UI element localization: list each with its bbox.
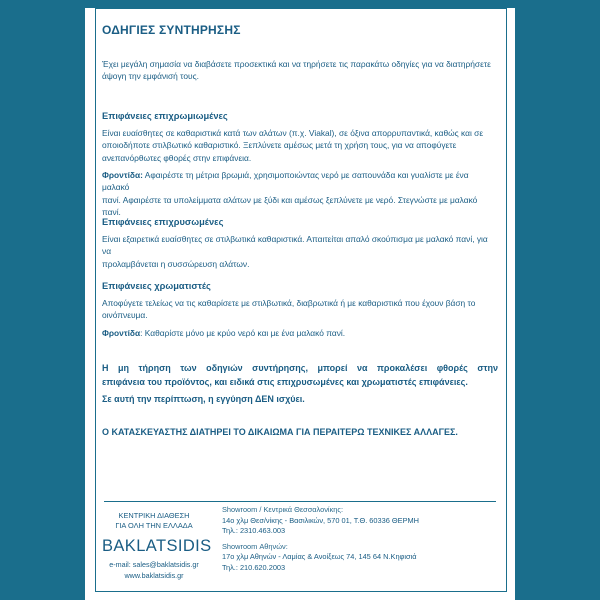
care-label: Φροντίδα [102, 328, 141, 338]
intro-line: άψογη την εμφάνισή τους. [102, 70, 199, 81]
distribution-line: ΚΕΝΤΡΙΚΗ ΔΙΑΘΕΣΗ [118, 511, 190, 520]
section-heading-colored: Επιφάνειες χρωματιστές [102, 281, 211, 291]
document-frame [95, 8, 507, 592]
section-body-chrome [102, 127, 483, 164]
showroom-title: Showroom / Κεντρικά Θεσσαλονίκης: [222, 505, 343, 514]
showroom-phone: Τηλ.: 210.620.2003 [222, 562, 286, 572]
warning-paragraph [102, 361, 498, 406]
page-title: ΟΔΗΓΙΕΣ ΣΥΝΤΗΡΗΣΗΣ [102, 23, 241, 37]
showroom-athens [222, 542, 502, 574]
body-line: οινόπνευμα. [102, 310, 148, 321]
showroom-thessaloniki [222, 505, 502, 537]
contact-block [102, 560, 206, 581]
footer-distribution [102, 511, 212, 581]
email-link[interactable]: e-mail: sales@baklatsidis.gr [109, 560, 199, 569]
care-line: Αφαιρέστε τη μέτρια βρωμιά, χρησιμοποιώντας νερό με σαπουνάδα και γυαλίστε με ένα μαλακό [102, 170, 469, 193]
body-line: ανεπανόρθωτες φθορές στην επιφάνεια. [102, 152, 252, 163]
section-body-gold [102, 233, 498, 270]
body-line: οποιοδήποτε στιλβωτικό καθαριστικό. Ξεπλύνετε αμέσως μετά τη χρήση τους, για να αποφύγετε [102, 140, 457, 151]
section-body-colored [102, 297, 475, 322]
care-chrome [102, 169, 498, 219]
care-line: : Καθαρίστε μόνο με κρύο νερό και με ένα μαλακό πανί. [140, 328, 346, 338]
showroom-title: Showroom Αθηνών: [222, 541, 288, 551]
intro-paragraph [102, 59, 491, 82]
section-heading-gold: Επιφάνειες επιχρυσωμένες [102, 217, 224, 227]
warning-line: επιφάνεια του προϊόντος, και ειδικά στις επιχρυσωμένες και χρωματιστές επιφάνειες. [102, 377, 468, 387]
document-sheet [83, 0, 517, 600]
body-line: Είναι εξαιρετικά ευαίσθητες σε στιλβωτικά καθαριστικά. Απαιτείται απαλό σκούπισμα με μαλακό πανί, για να [102, 234, 488, 257]
showroom-address: 14ο χλμ Θεσ/νίκης - Βασιλικών, 570 01, Τ.Θ. 60336 ΘΕΡΜΗ [222, 515, 420, 525]
section-heading-chrome: Επιφάνειες επιχρωμιωμένες [102, 111, 228, 121]
showroom-phone: Τηλ.: 2310.463.003 [222, 526, 286, 535]
care-line: πανί. Αφαιρέστε τα υπολείμματα αλάτων με ξύδι και αμέσως ξεπλύνετε με νερό. Στεγνώστε με μαλακό πανί. [102, 194, 478, 218]
body-line: Είναι ευαίσθητες σε καθαριστικά κατά των αλάτων (π.χ. Viakal), σε όξινα απορρυπαντικά, καθώς και σε [102, 128, 484, 138]
website-link[interactable]: www.baklatsidis.gr [124, 570, 184, 580]
warning-line: Σε αυτή την περίπτωση, η εγγύηση ΔΕΝ ισχύει. [102, 394, 305, 404]
footer-divider [104, 501, 496, 502]
manufacturer-notice: Ο ΚΑΤΑΣΚΕΥΑΣΤΗΣ ΔΙΑΤΗΡΕΙ ΤΟ ΔΙΚΑΙΩΜΑ ΓΙΑ ΠΕΡΑΙΤΕΡΩ ΤΕΧΝΙΚΕΣ ΑΛΛΑΓΕΣ. [102, 427, 458, 437]
footer-showrooms [222, 505, 502, 578]
warning-line: Η μη τήρηση των οδηγιών συντήρησης, μπορεί να προκαλέσει φθορές στην [102, 363, 498, 373]
care-label: Φροντίδα: [102, 170, 143, 180]
intro-line: Έχει μεγάλη σημασία να διαβάσετε προσεκτικά και να τηρήσετε τις παρακάτω οδηγίες για να διατηρήσετε [102, 59, 491, 69]
body-line: Αποφύγετε τελείως να τις καθαρίσετε με στιλβωτικά, διαβρωτικά ή με καθαριστικά που έχουν βάση το [102, 298, 476, 308]
showroom-address: 17ο χλμ Αθηνών - Λαμίας & Ανοίξεως 74, 145 64 Ν.Κηφισιά [222, 552, 417, 561]
body-line: προλαμβάνεται η συσσώρευση αλάτων. [102, 258, 250, 269]
distribution-line: ΓΙΑ ΟΛΗ ΤΗΝ ΕΛΛΑΔΑ [115, 521, 193, 530]
top-frame-bar [85, 0, 515, 8]
care-colored [102, 327, 345, 339]
brand-logo: BAKLATSIDIS [102, 537, 212, 555]
